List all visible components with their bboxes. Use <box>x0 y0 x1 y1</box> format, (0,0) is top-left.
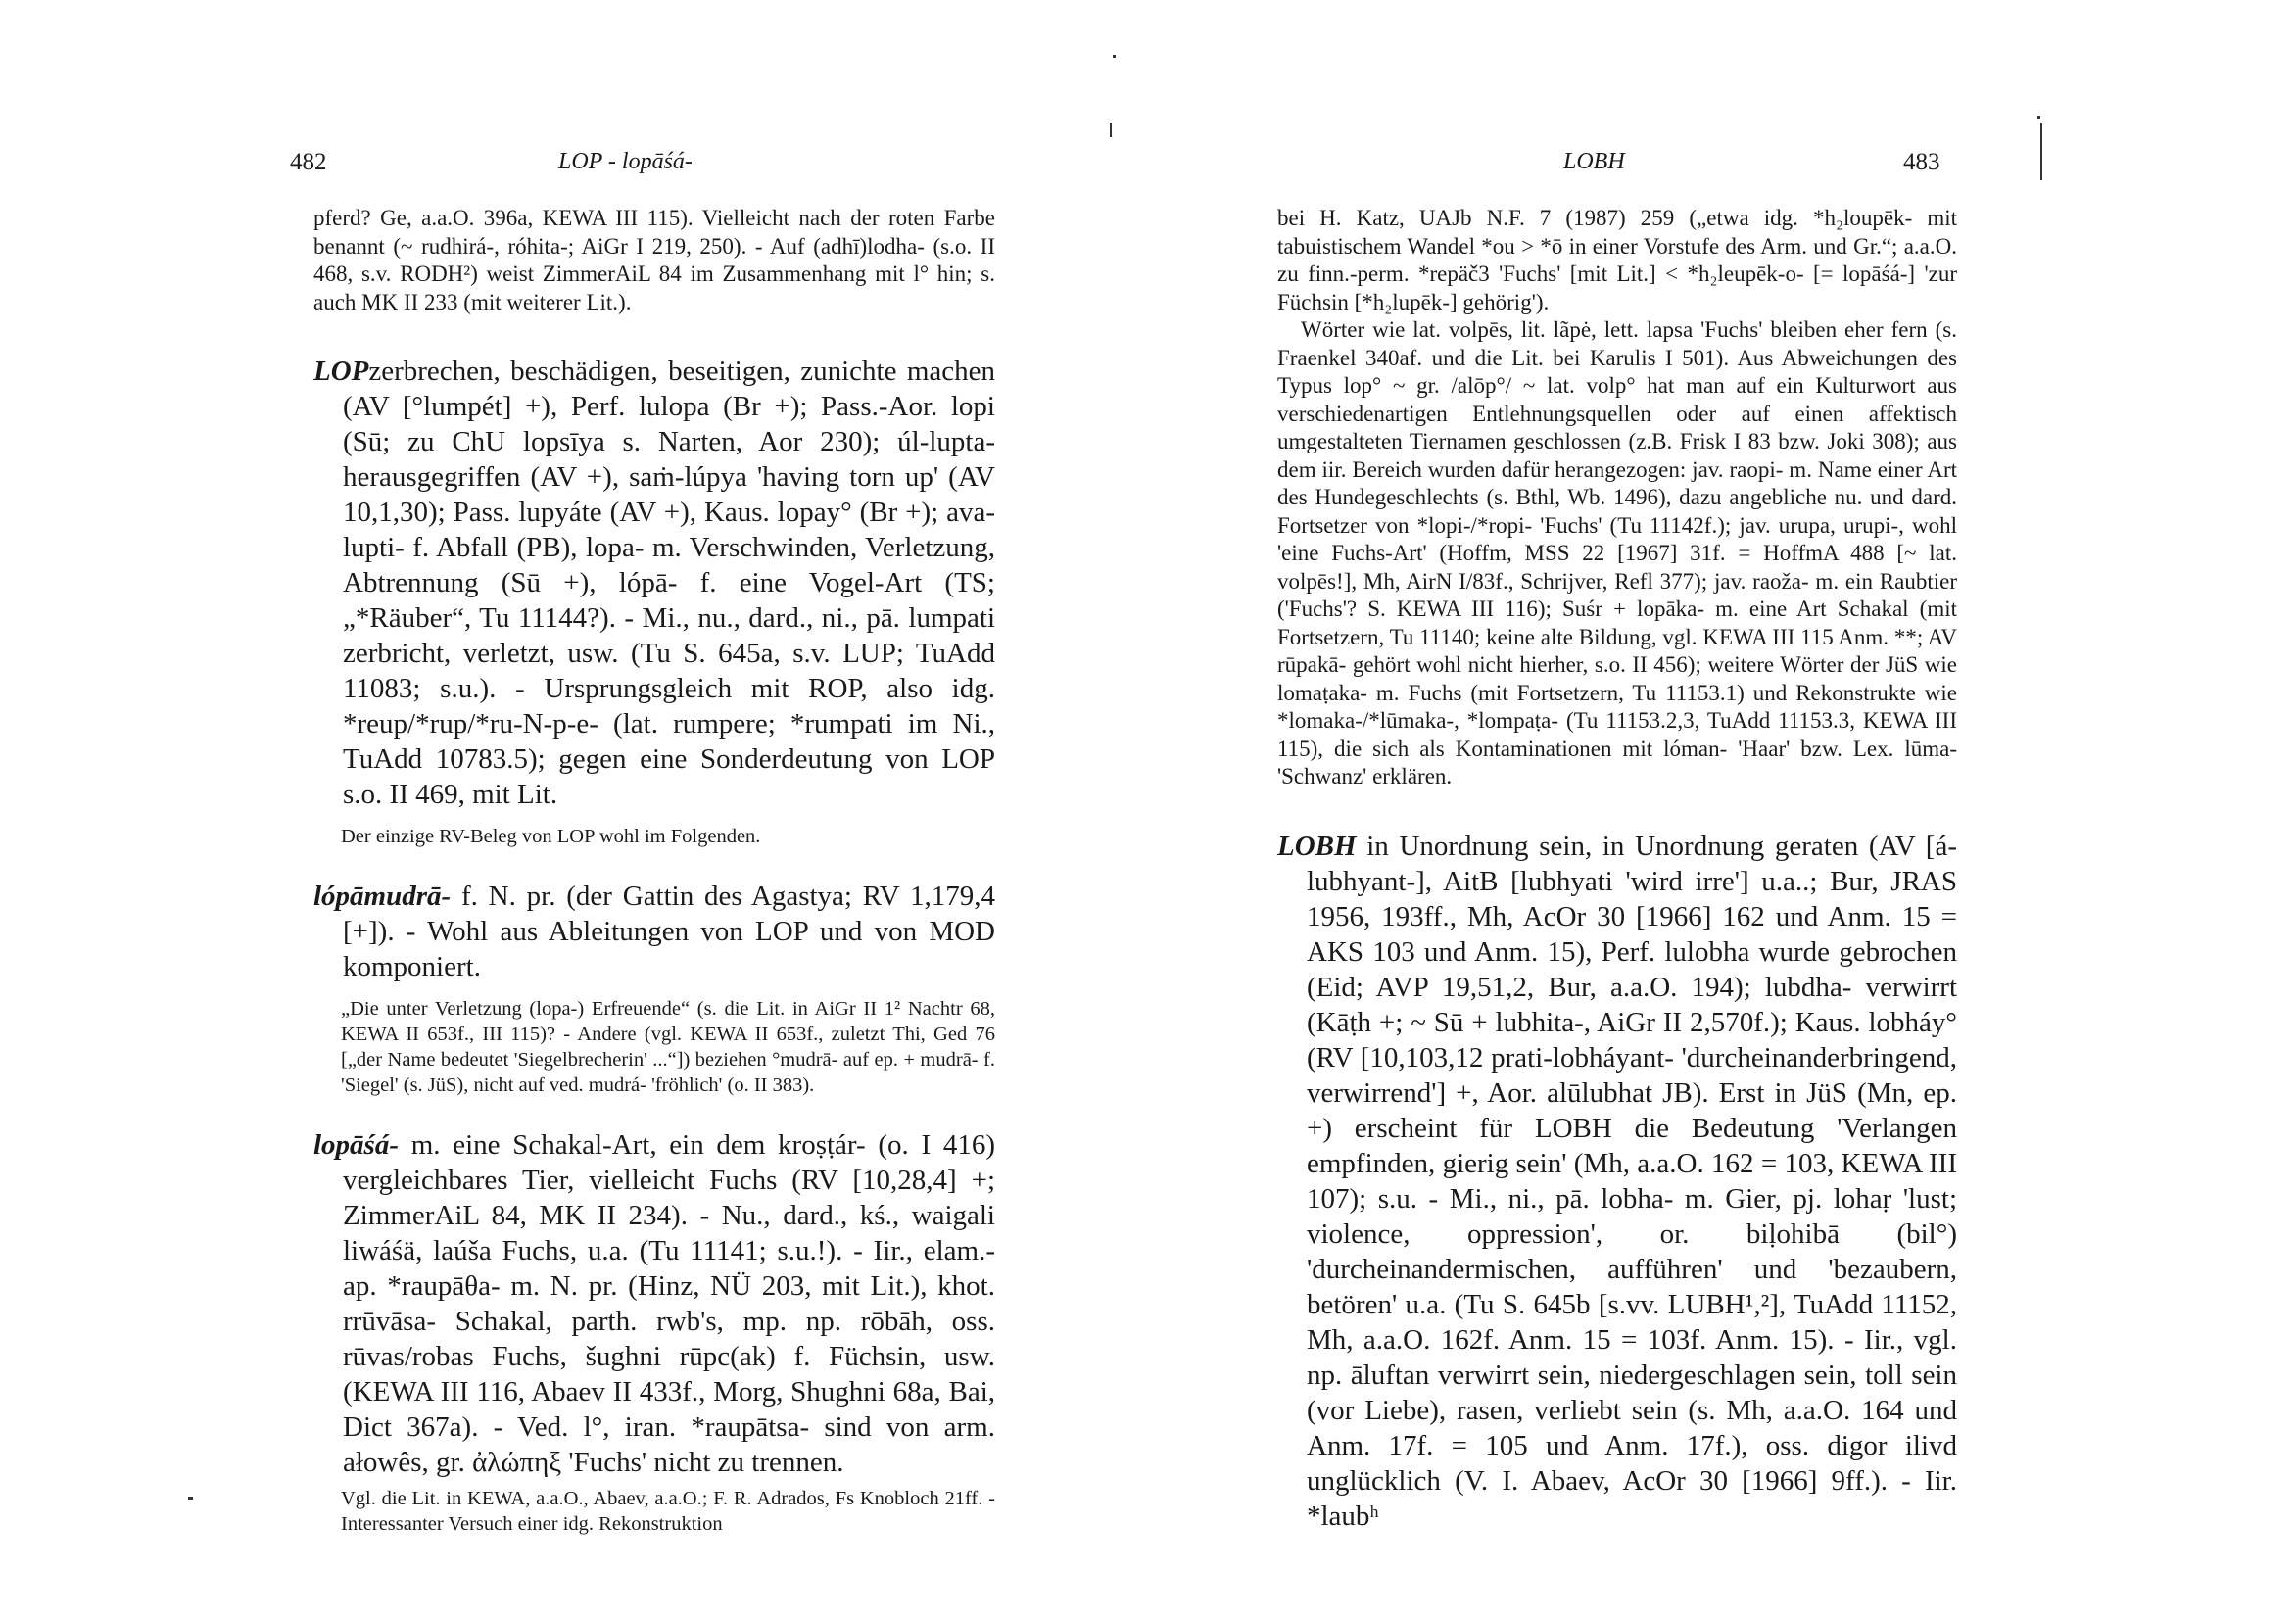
left-page-number: 482 <box>290 149 327 175</box>
entry-lop-note: Der einzige RV-Beleg von LOP wohl im Folgenden. <box>341 826 761 847</box>
margin-mark <box>2040 123 2042 180</box>
right-running-head: LOBH <box>1563 149 1625 174</box>
entry-lopamudra <box>313 879 995 984</box>
entry-lobh <box>1277 829 1957 1534</box>
left-column <box>313 205 995 1537</box>
right-page <box>1148 0 2296 1622</box>
lemma-lopasa: lopāśá- <box>313 1129 399 1161</box>
lemma-lop: LOP <box>313 356 369 387</box>
entry-lopasa-note: Vgl. die Lit. in KEWA, a.a.O., Abaev, a.a.O.; F. R. Adrados, Fs Knobloch 21ff. - Interessanter Versuch einer idg. Rekonstruktion <box>341 1488 995 1535</box>
right-page-number: 483 <box>1903 149 1940 175</box>
entry-lopamudra-text: f. N. pr. (der Gattin des Agastya; RV 1,179,4 [+]). - Wohl aus Ableitungen von LOP und von MOD komponiert. <box>343 881 995 982</box>
entry-lop <box>313 354 995 812</box>
continuation-paragraph: pferd? Ge, a.a.O. 396a, KEWA III 115). Vielleicht nach der roten Farbe benannt (~ rudhirá-, róhita-; AiGr I 219, 250). - Auf (adhī)lodha- (s.o. II 468, s.v. RODH²) weist ZimmerAiL 84 im Zusammenhang mit l° hin; s. auch MK II 233 (mit weiterer Lit.). <box>313 206 995 314</box>
entry-lopasa <box>313 1127 995 1480</box>
entry-lopamudra-note: „Die unter Verletzung (lopa-) Erfreuende“ (s. die Lit. in AiGr II 1² Nachtr 68, KEWA II 653f., III 115)? - Andere (vgl. KEWA II 653f., zuletzt Thi, Ged 76 [„der Name bedeutet 'Siegelbrecherin' ...“]) beziehen °mudrā- auf ep. + mudrā- f. 'Siegel' (s. JüS), nicht auf ved. mudrá- 'fröhlich' (o. II 383). <box>341 998 995 1096</box>
gutter-speck <box>1113 55 1116 58</box>
right-column <box>1277 205 1957 1534</box>
paragraph-worter: Wörter wie lat. volpēs, lit. lãpė, lett. lapsa 'Fuchs' bleiben eher fern (s. Fraenkel 340af. und die Lit. bei Karulis I 501). Aus Abweichungen des Typus lop° ~ gr. /alōp°/ ~ lat. volp° hat man auf ein Kulturwort aus verschiedenartigen Entlehnungsquellen oder auf einen affektisch umgestalteten Tiernamen geschlossen (z.B. Frisk I 83 bzw. Joki 308); aus dem iir. Bereich wurden dafür herangezogen: jav. raopi- m. Name einer Art des Hundegeschlechts (s. Bthl, Wb. 1496), dazu angebliche nu. und dard. Fortsetzer von *lopi-/*ropi- 'Fuchs' (Tu 11142f.); jav. urupa, urupi-, wohl 'eine Fuchs-Art' (Hoffm, MSS 22 [1967] 31f. = HoffmA 488 [~ lat. volpēs!], Mh, AirN I/83f., Schrijver, Refl 377); jav. raoža- m. ein Raubtier ('Fuchs'? S. KEWA III 116); Suśr + lopāka- m. eine Art Schakal (mit Fortsetzern, Tu 11140; keine alte Bildung, vgl. KEWA III 115 Anm. **; AV rūpakā- gehört wohl nicht hierher, s.o. II 456); weitere Wörter der JüS wie lomaṭaka- m. Fuchs (mit Fortsetzern, Tu 11153.1) und Rekonstrukte wie *lomaka-/*lūmaka-, *lompaṭa- (Tu 11153.2,3, TuAdd 11153.3, KEWA III 115), die sich als Kontaminationen mit lóman- 'Haar' bzw. Lex. lūma- 'Schwanz' erklären. <box>1277 317 1957 788</box>
entry-lopasa-text: m. eine Schakal-Art, ein dem kroṣṭár- (o. I 416) vergleichbares Tier, vielleicht Fuchs (RV [10,28,4] +; ZimmerAiL 84, MK II 234). - Nu., dard., kś., waigali liwáśä, laúša Fuchs, u.a. (Tu 11141; s.u.!). - Iir., elam.-ap. *raupāθa- m. N. pr. (Hinz, NÜ 203, mit Lit.), khot. rrūvāsa- Schakal, parth. rwb's, mp. np. rōbāh, oss. rūvas/robas Fuchs, šughni rūpc(ak) f. Füchsin, usw. (KEWA III 116, Abaev II 433f., Morg, Shughni 68a, Bai, Dict 367a). - Ved. l°, iran. *raupātsa- sind von arm. ałowês, gr. ἀλώπηξ 'Fuchs' nicht zu trennen. <box>343 1129 995 1478</box>
gutter-mark <box>1110 123 1112 137</box>
scan-speck <box>188 1497 193 1500</box>
entry-lop-text: zerbrechen, beschädigen, beseitigen, zunichte machen (AV [°lumpét] +), Perf. lulopa (Br +); Pass.-Aor. lopi (Sū; zu ChU lopsīya s. Narten, Aor 230); úl-lupta- herausgegriffen (AV +), saṁ-lúpya 'having torn up' (AV 10,1,30); Pass. lupyáte (AV +), Kaus. lopay° (Br +); ava-lupti- f. Abfall (PB), lopa- m. Verschwinden, Verletzung, Abtrennung (Sū +), lópā- f. eine Vogel-Art (TS; „*Räuber“, Tu 11144?). - Mi., nu., dard., ni., pā. lumpati zerbricht, verletzt, usw. (Tu S. 645a, s.v. LUP; TuAdd 11083; s.u.). - Ursprungsgleich mit ROP, also idg. *reup/*rup/*ru-N-p-e- (lat. rumpere; *rumpati im Ni., TuAdd 10783.5); gegen eine Sonderdeutung von LOP s.o. II 469, mit Lit. <box>343 356 995 810</box>
left-running-head: LOP - lopāśá- <box>558 149 693 174</box>
lemma-lopamudra: lópāmudrā- <box>313 881 452 912</box>
continuation-paragraph: bei H. Katz, UAJb N.F. 7 (1987) 259 („etwa idg. *h₂loupēk- mit tabuistischem Wandel *ou > *ō in einer Vorstufe des Arm. und Gr.“; a.a.O. zu finn.-perm. *repäč3 'Fuchs' [mit Lit.] < *h₂leupēk-o- [= lopāśá-] 'zur Füchsin [*h₂lupēk-] gehörig'). <box>1277 206 1957 314</box>
margin-speck <box>2037 116 2040 119</box>
lemma-lobh: LOBH <box>1277 830 1357 862</box>
entry-lobh-text: in Unordnung sein, in Unordnung geraten (AV [á-lubhyant-], AitB [lubhyati 'wird irre'] u.a..; Bur, JRAS 1956, 193ff., Mh, AcOr 30 [1966] 162 und Anm. 15 = AKS 103 und Anm. 15), Perf. lulobha wurde gebrochen (Eid; AVP 19,51,2, Bur, a.a.O. 194); lubdha- verwirrt (Kāṭh +; ~ Sū + lubhita-, AiGr II 2,570f.); Kaus. lobháy° (RV [10,103,12 prati-lobháyant- 'durcheinanderbringend, verwirrend'] +, Aor. alūlubhat JB). Erst in JüS (Mn, ep. +) erscheint für LOBH die Bedeutung 'Verlangen empfinden, gierig sein' (Mh, a.a.O. 162 = 103, KEWA III 107); s.u. - Mi., ni., pā. lobha- m. Gier, pj. lohaṛ 'lust; violence, oppression', or. biḷohibā (bil°) 'durcheinandermischen, aufführen' und 'bezaubern, betören' u.a. (Tu S. 645b [s.vv. LUBH¹,²], TuAdd 11152, Mh, a.a.O. 162f. Anm. 15 = 103f. Anm. 15). - Iir., vgl. np. āluftan verwirrt sein, niedergeschlagen sein, toll sein (vor Liebe), rasen, verliebt sein (s. Mh, a.a.O. 164 und Anm. 17f. = 105 und Anm. 17f.), oss. digor ilivd unglücklich (V. I. Abaev, AcOr 30 [1966] 9ff.). - Iir. *laubʰ <box>1307 830 1957 1532</box>
